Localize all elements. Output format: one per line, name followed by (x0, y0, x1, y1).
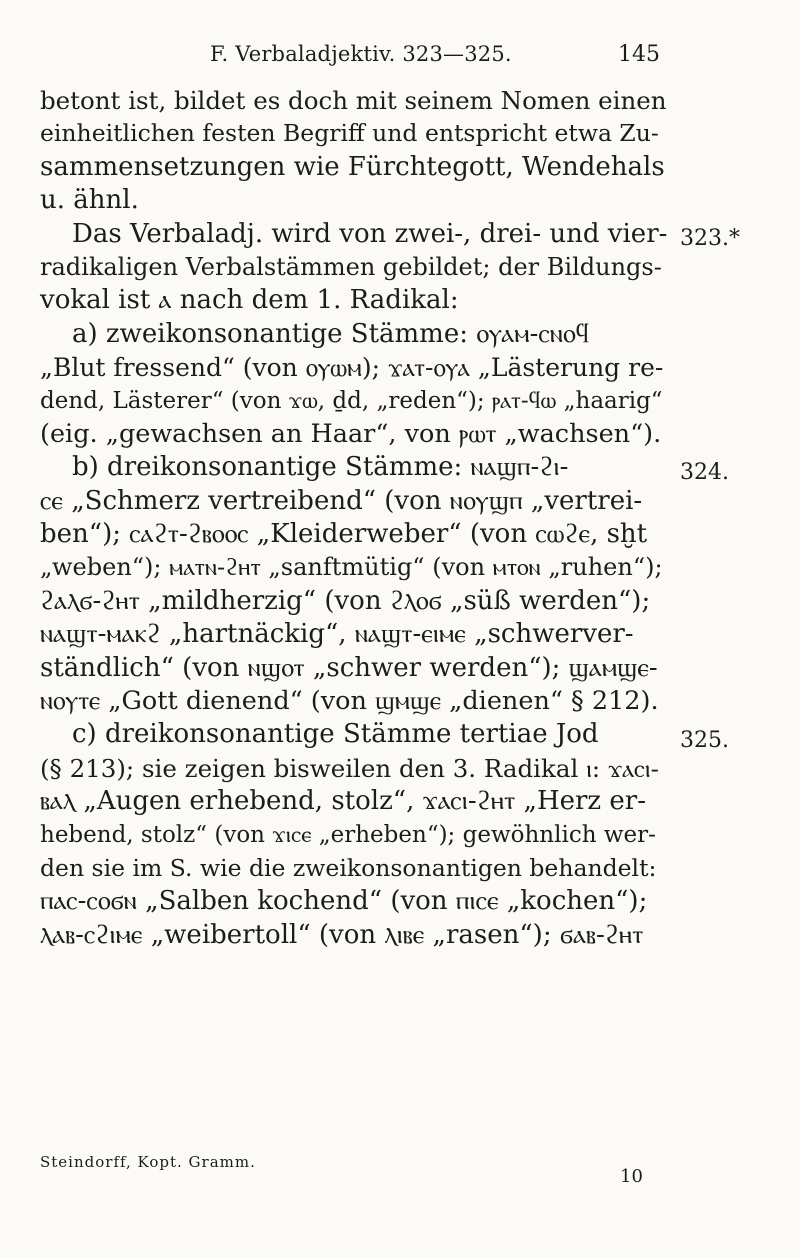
text-line: einheitlichen festen Begriff und entspricht etwa Zu- (40, 119, 659, 148)
text-line: ⲃⲁⲗ „Augen erhebend, stolz“, ϫⲁⲥⲓ-ϩⲏⲧ „Herz er- (40, 786, 646, 817)
text-line: b) dreikonsonantige Stämme: ⲛⲁϣⲡ-ϩⲓ- (72, 452, 569, 483)
text-line: den sie im S. wie die zweikonsonantigen behandelt: (40, 853, 657, 882)
margin-section-number: 323.* (680, 226, 740, 251)
running-title: F. Verbaladjektiv. 323—325. (210, 42, 512, 66)
text-line: (eig. „gewachsen an Haar“, von ⲣⲱⲧ „wachsen“). (40, 418, 662, 449)
text-line: ben“); ⲥⲁϩⲧ-ϩⲃⲟⲟⲥ „Kleiderweber“ (von ⲥⲱϩⲉ, sḫt (40, 519, 648, 550)
text-line: ⲛⲁϣⲧ-ⲙⲁⲕϩ „hartnäckig“, ⲛⲁϣⲧ-ⲉⲓⲙⲉ „schwerver- (40, 619, 634, 650)
text-line: (§ 213); sie zeigen bisweilen den 3. Radikal ⲓ: ϫⲁⲥⲓ- (40, 753, 659, 783)
footer-imprint: Steindorff, Kopt. Gramm. (40, 1153, 256, 1171)
text-line: a) zweikonsonantige Stämme: ⲟⲩⲁⲙ-ⲥⲛⲟϥ (72, 318, 590, 349)
text-line: radikaligen Verbalstämmen gebildet; der Bildungs- (40, 252, 662, 281)
text-line: ⲛⲟⲩⲧⲉ „Gott dienend“ (von ϣⲙϣⲉ „dienen“ § 212). (40, 686, 659, 717)
page-number: 145 (618, 42, 660, 67)
text-line: vokal ist ⲁ nach dem 1. Radikal: (40, 285, 459, 316)
running-header (40, 42, 660, 72)
margin-section-number: 324. (680, 460, 729, 485)
margin-section-number: 325. (680, 728, 729, 753)
text-line: betont ist, bildet es doch mit seinem Nomen einen (40, 86, 667, 115)
text-line: ϩⲁⲗϭ-ϩⲏⲧ „mildherzig“ (von ϩⲗⲟϭ „süß werden“); (40, 585, 651, 616)
text-line: dend, Lästerer“ (von ϫⲱ, ḏd, „reden“); ⲣⲁⲧ-ϥⲱ „haarig“ (40, 387, 663, 414)
text-line: ständlich“ (von ⲛϣⲟⲧ „schwer werden“); ϣⲁⲙϣⲉ- (40, 652, 658, 683)
text-line: u. ähnl. (40, 185, 139, 216)
text-line: ⲥⲉ „Schmerz vertreibend“ (von ⲛⲟⲩϣⲡ „vertrei- (40, 485, 643, 516)
body-text (40, 84, 668, 952)
text-line: hebend, stolz“ (von ϫⲓⲥⲉ „erheben“); gewöhnlich wer- (40, 821, 656, 848)
text-line: Das Verbaladj. wird von zwei-, drei- und vier- (72, 218, 668, 249)
text-line: „weben“); ⲙⲁⲧⲛ-ϩⲏⲧ „sanftmütig“ (von ⲙⲧⲟⲛ „ruhen“); (40, 553, 663, 582)
text-line: „Blut fressend“ (von ⲟⲩⲱⲙ); ϫⲁⲧ-ⲟⲩⲁ „Lästerung re- (40, 353, 664, 383)
text-line: sammensetzungen wie Fürchtegott, Wendehals (40, 151, 665, 182)
text-line: c) dreikonsonantige Stämme tertiae Jod (72, 719, 599, 750)
text-line: ⲗⲁⲃ-ⲥϩⲓⲙⲉ „weibertoll“ (von ⲗⲓⲃⲉ „rasen“); ϭⲁⲃ-ϩⲏⲧ (40, 919, 644, 950)
footer-signature: 10 (620, 1166, 643, 1187)
text-line: ⲡⲁⲥ-ⲥⲟϭⲛ „Salben kochend“ (von ⲡⲓⲥⲉ „kochen“); (40, 886, 648, 917)
